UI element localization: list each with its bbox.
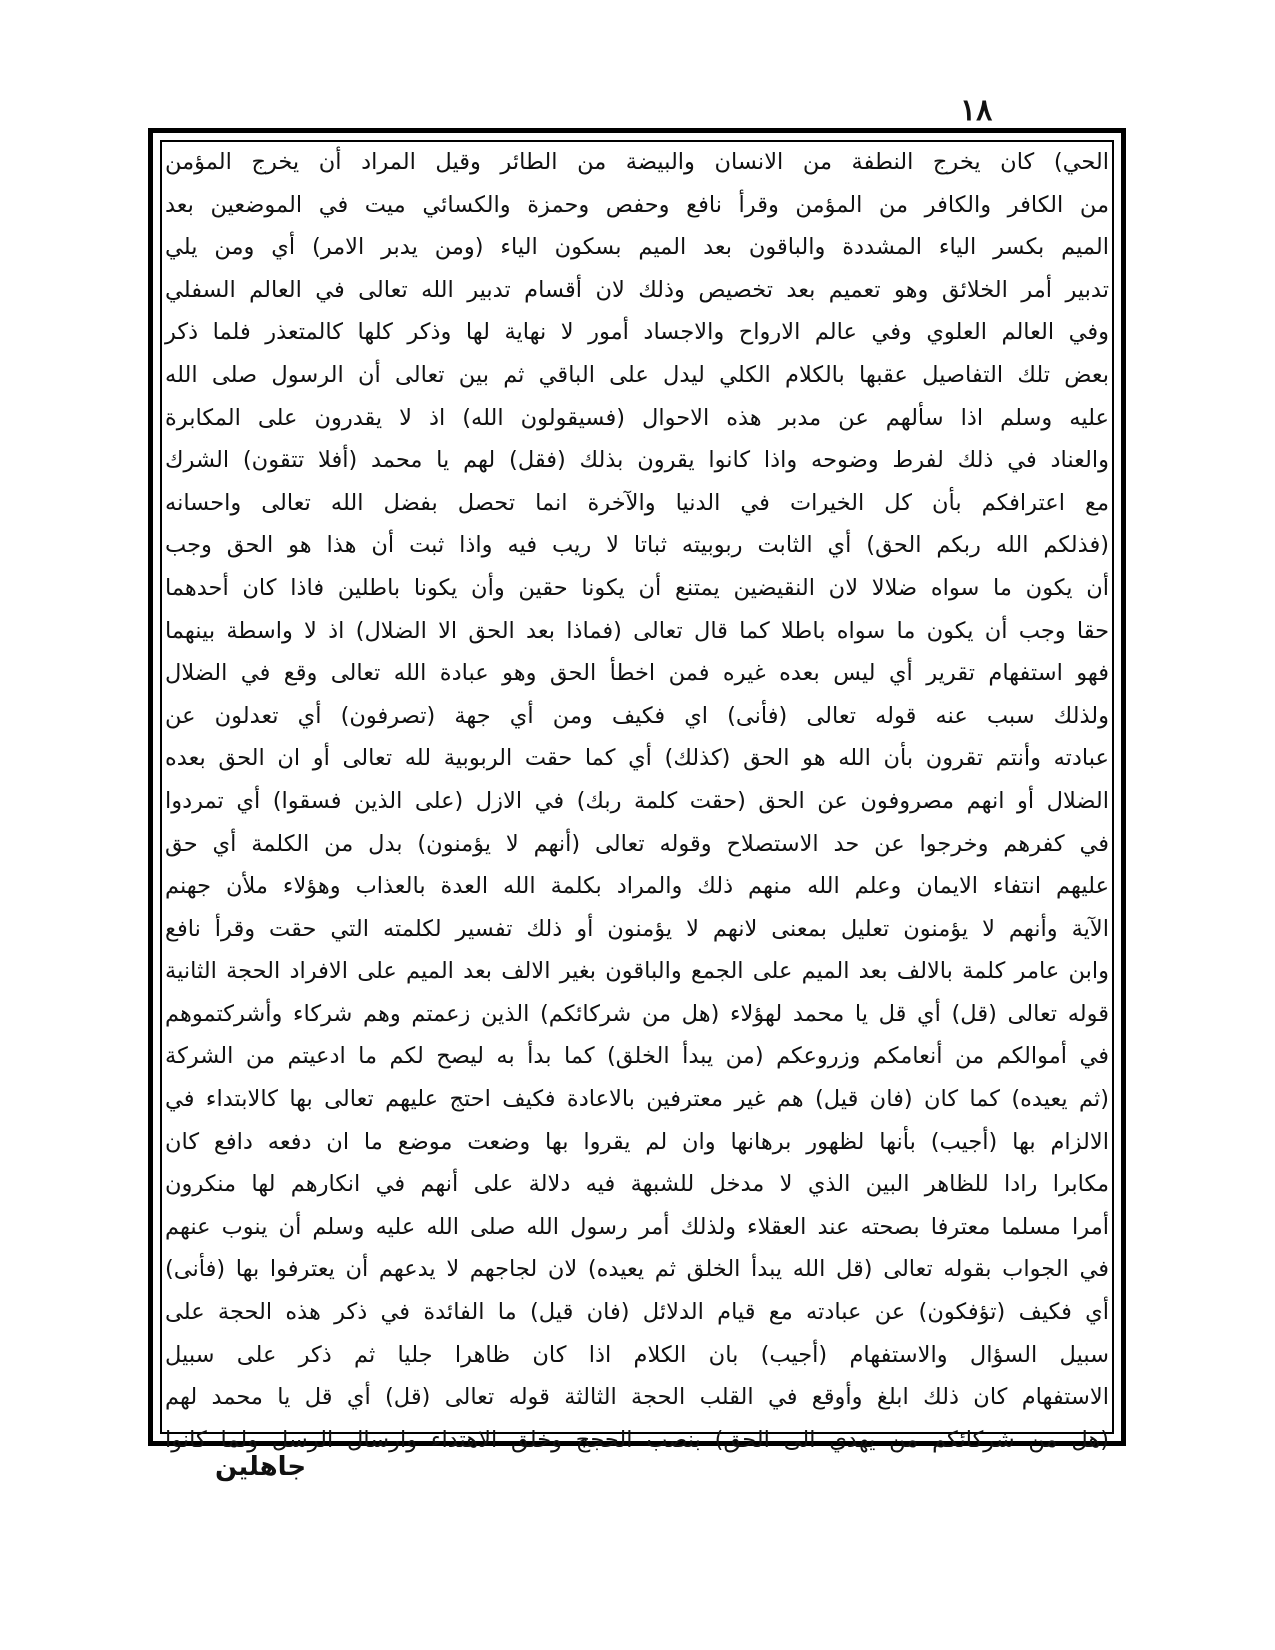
text-line: في كفرهم وخرجوا عن حد الاستصلاح وقوله تعالى (أنهم لا يؤمنون) بدل من الكلمة أي حق [165, 830, 1109, 857]
page-frame [148, 128, 1126, 1453]
text-line: في الجواب بقوله تعالى (قل الله يبدأ الخلق ثم يعيده) لان لجاجهم لا يدعهم أن يعترفوا بها (فأنى) [165, 1256, 1109, 1283]
text-line: والعناد في ذلك لفرط وضوحه واذا كانوا يقرون بذلك (فقل) لهم يا محمد (أفلا تتقون) الشرك [165, 447, 1109, 474]
text-line: تدبير أمر الخلائق وهو تعميم بعد تخصيص وذلك لان أقسام تدبير الله تعالى في العالم السفلي [165, 276, 1109, 303]
text-line: الضلال أو انهم مصروفون عن الحق (حقت كلمة ربك) في الازل (على الذين فسقوا) أي تمردوا [165, 787, 1109, 814]
text-line: سبيل السؤال والاستفهام (أجيب) بان الكلام اذا كان ظاهرا جليا ثم ذكر على سبيل [165, 1341, 1109, 1368]
text-line: الآية وأنهم لا يؤمنون تعليل بمعنى لانهم لا يؤمنون أو ذلك تفسير لكلمته التي حقت وقرأ نافع [165, 915, 1109, 942]
text-line: ولذلك سبب عنه قوله تعالى (فأنى) اي فكيف ومن أي جهة (تصرفون) أي تعدلون عن [165, 702, 1109, 729]
text-line: الاستفهام كان ذلك ابلغ وأوقع في القلب الحجة الثالثة قوله تعالى (قل) أي قل يا محمد لهم [165, 1384, 1109, 1411]
page-number: ١٨ [960, 93, 993, 128]
text-line: عليهم انتفاء الايمان وعلم الله منهم ذلك والمراد بكلمة الله العدة بالعذاب وهؤلاء ملأن جهنم [165, 873, 1109, 900]
body-text [165, 141, 1109, 1453]
text-line: أي فكيف (تؤفكون) عن عبادته مع قيام الدلائل (فان قيل) ما الفائدة في ذكر هذه الحجة على [165, 1299, 1109, 1326]
text-line: (فذلكم الله ربكم الحق) أي الثابت ربوبيته ثباتا لا ريب فيه واذا ثبت أن هذا هو الحق وجب [165, 532, 1109, 559]
text-line: عليه وسلم اذا سألهم عن مدبر هذه الاحوال (فسيقولون الله) اذ لا يقدرون على المكابرة [165, 404, 1109, 431]
text-line: الالزام بها (أجيب) بأنها لظهور برهانها وان لم يقروا بها وضعت موضع ما ان دفعه دافع كان [165, 1128, 1109, 1155]
text-line: وفي العالم العلوي وفي عالم الارواح والاجساد أمور لا نهاية لها وذكر كلها كالمتعذر فلما ذكر [165, 319, 1109, 346]
text-line: عبادته وأنتم تقرون بأن الله هو الحق (كذلك) أي كما حقت الربوبية لله تعالى أو ان الحق بعده [165, 745, 1109, 772]
text-line: فهو استفهام تقرير أي ليس بعده غيره فمن اخطأ الحق وهو عبادة الله تعالى وقع في الضلال [165, 660, 1109, 687]
text-line: حقا وجب أن يكون ما سواه باطلا كما قال تعالى (فماذا بعد الحق الا الضلال) اذ لا واسطة بينهما [165, 617, 1109, 644]
text-line: الحي) كان يخرج النطفة من الانسان والبيضة من الطائر وقيل المراد أن يخرج المؤمن [165, 149, 1109, 175]
text-line: أن يكون ما سواه ضلالا لان النقيضين يمتنع أن يكونا حقين وأن يكونا باطلين فاذا كان أحدهما [165, 574, 1109, 601]
text-line: في أموالكم من أنعامكم وزروعكم (من يبدأ الخلق) كما بدأ به ليصح لكم ما ادعيتم من الشركة [165, 1043, 1109, 1070]
text-line: أمرا مسلما معترفا بصحته عند العقلاء ولذلك أمر رسول الله صلى الله عليه وسلم أن ينوب عنهم [165, 1213, 1109, 1240]
text-line: الميم بكسر الياء المشددة والباقون بعد الميم بسكون الياء (ومن يدبر الامر) أي ومن يلي [165, 234, 1109, 261]
text-line: من الكافر والكافر من المؤمن وقرأ نافع وحفص وحمزة والكسائي ميت في الموضعين بعد [165, 191, 1109, 218]
text-line: (ثم يعيده) كما كان (فان قيل) هم غير معترفين بالاعادة فكيف احتج عليهم تعالى بها كالابتداء في [165, 1086, 1109, 1113]
text-line: وابن عامر كلمة بالالف بعد الميم على الجمع والباقون بغير الالف بعد الميم على الافراد الحجة الثانية [165, 958, 1109, 985]
text-line: بعض تلك التفاصيل عقبها بالكلام الكلي ليدل على الباقي ثم بين تعالى أن الرسول صلى الله [165, 361, 1109, 388]
text-line: مكابرا رادا للظاهر البين الذي لا مدخل للشبهة فيه دلالة على أنهم في انكارهم لها منكرون [165, 1171, 1109, 1198]
text-line: مع اعترافكم بأن كل الخيرات في الدنيا والآخرة انما تحصل بفضل الله تعالى واحسانه [165, 489, 1109, 516]
text-line: (هل من شركائكم من يهدي الى الحق) بنصب الحجج وخلق الاهتداء وارسال الرسل ولما كانوا [165, 1426, 1109, 1453]
text-line: قوله تعالى (قل) أي قل يا محمد لهؤلاء (هل من شركائكم) الذين زعمتم وهم شركاء وأشركتموهم [165, 1000, 1109, 1027]
catchword: جاهلين [215, 1452, 307, 1482]
